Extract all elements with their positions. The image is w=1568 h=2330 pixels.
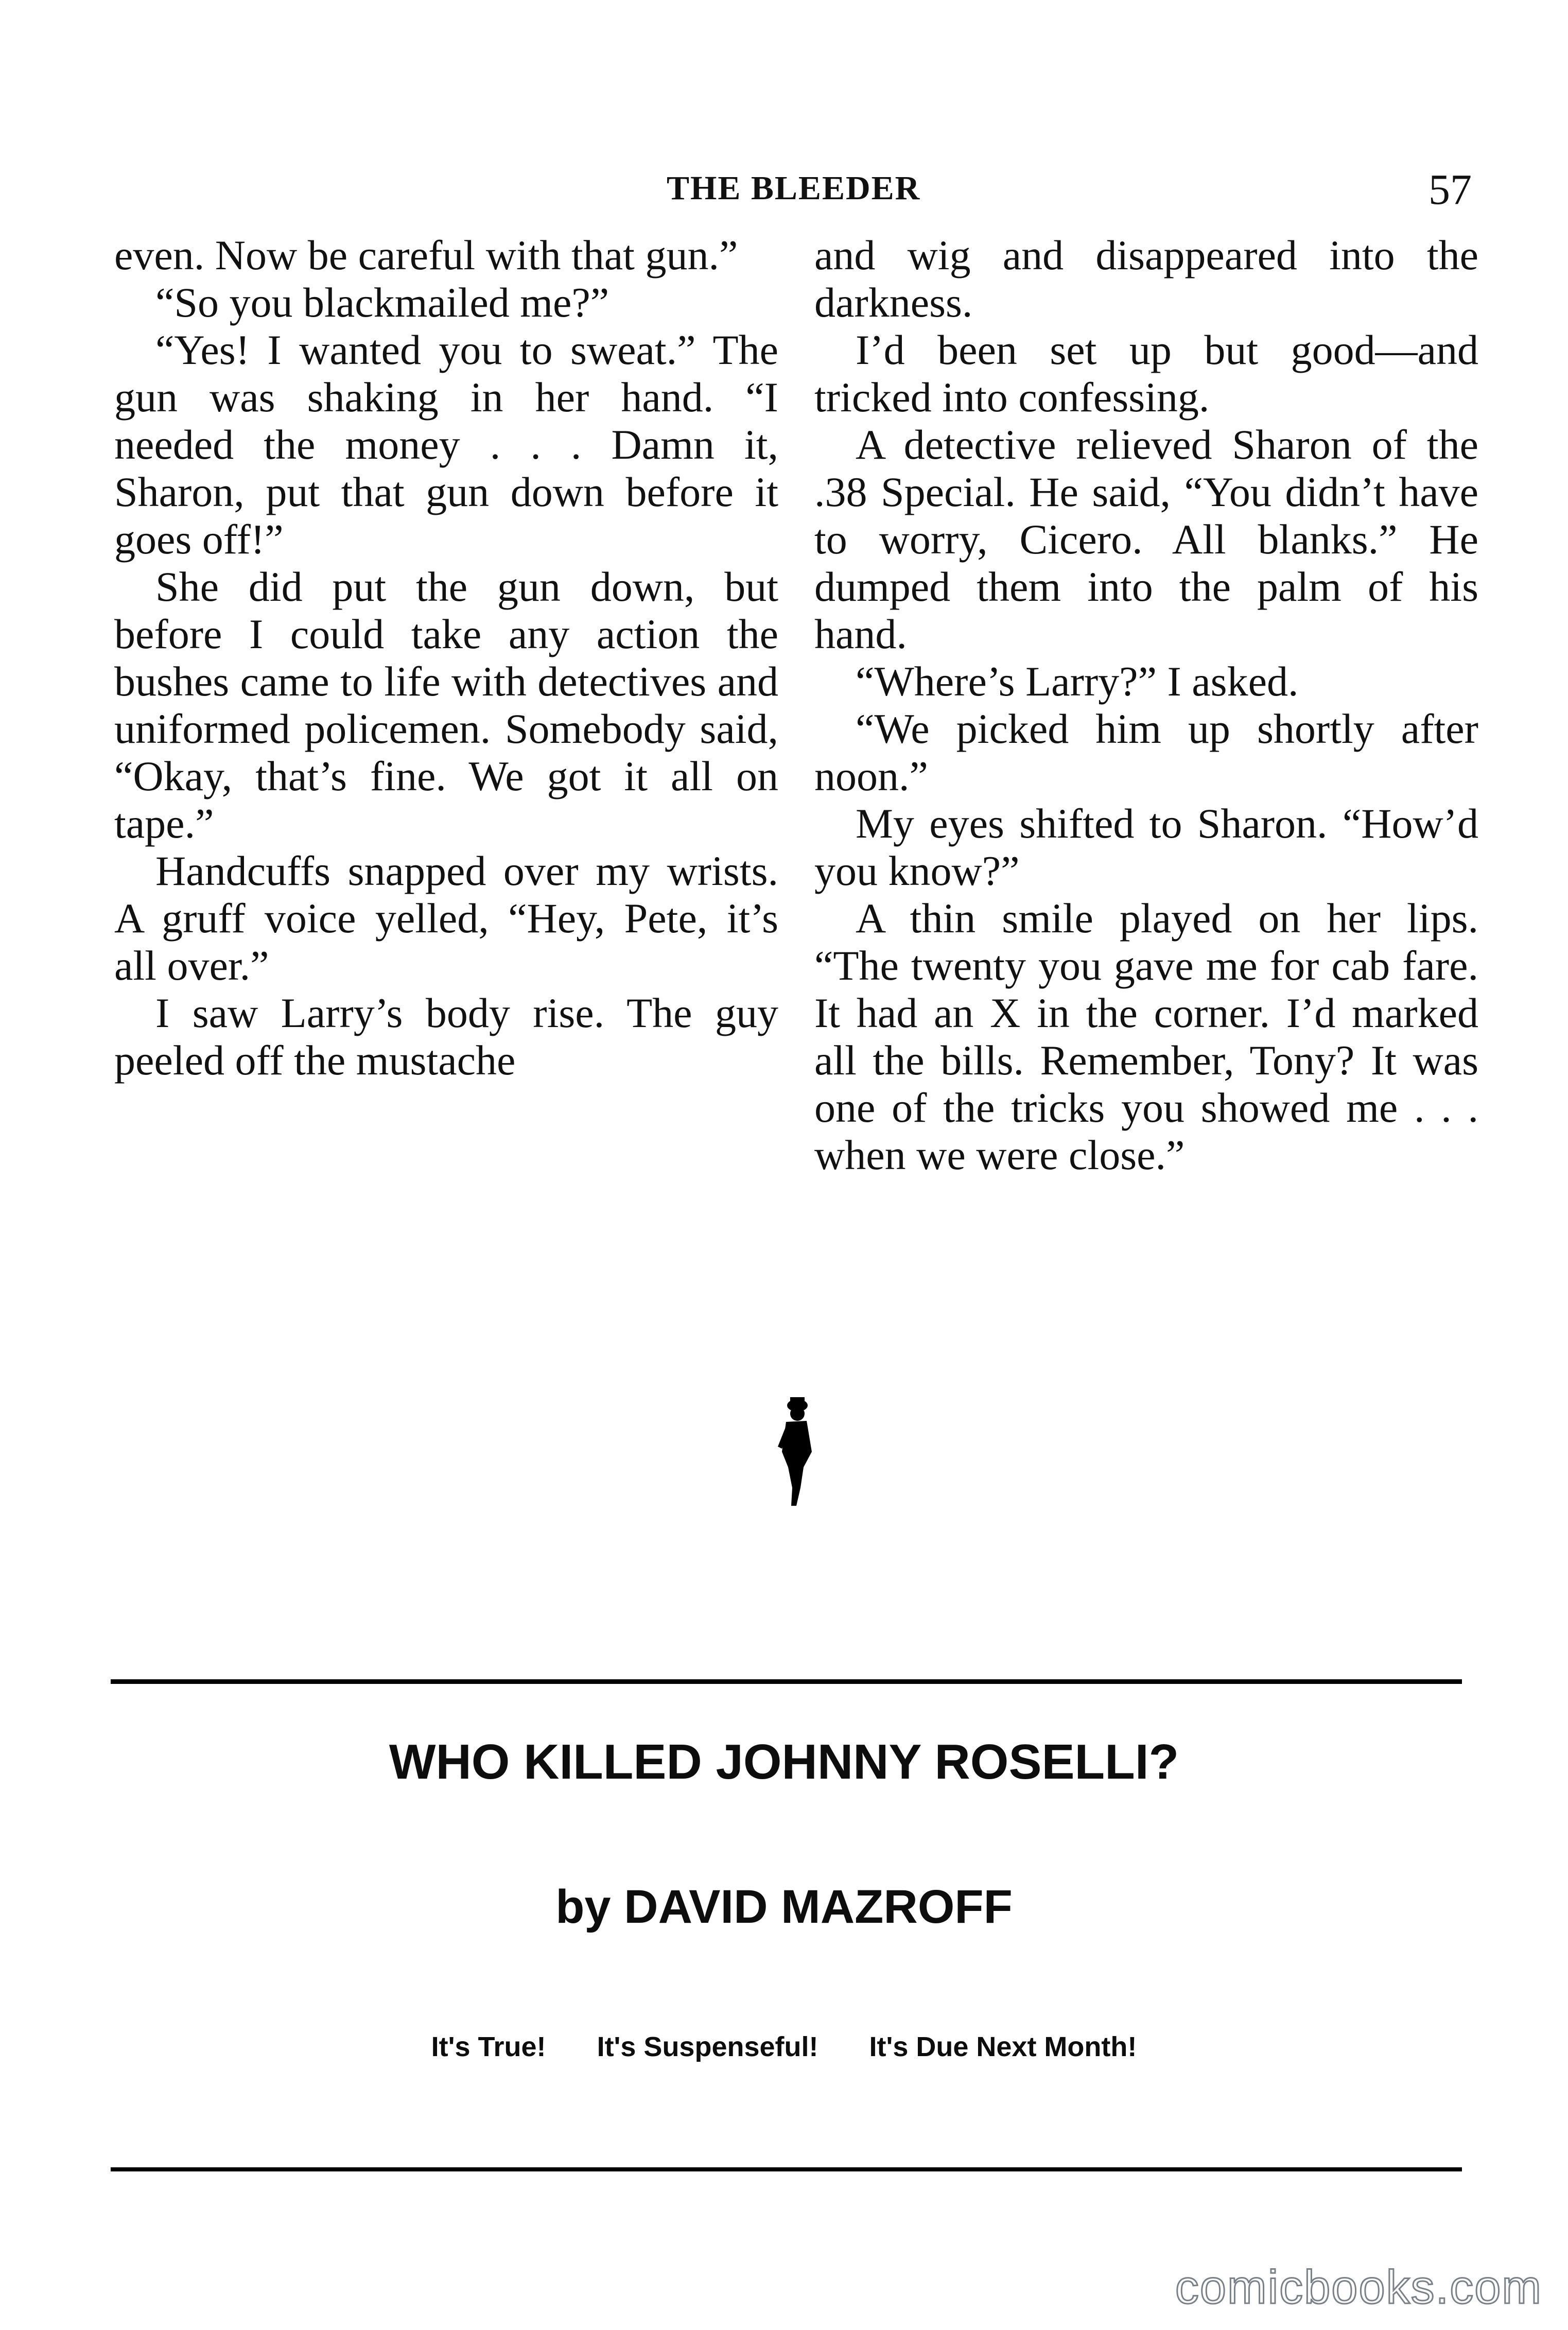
paragraph: and wig and disappeared into the darkness.	[814, 232, 1478, 326]
right-column	[814, 232, 1478, 1179]
paragraph: Handcuffs snapped over my wrists. A gruff voice yelled, “Hey, Pete, it’s all over.”	[114, 847, 778, 989]
tagline: It's True!	[431, 2031, 546, 2062]
paragraph: “So you blackmailed me?”	[155, 279, 609, 326]
running-title: THE BLEEDER	[667, 169, 921, 207]
ad-byline: by DAVID MAZROFF	[555, 1881, 1013, 1933]
paragraph: My eyes shifted to Sharon. “How’d you know?”	[814, 800, 1478, 894]
paragraph: I’d been set up but good—and tricked into confessing.	[814, 326, 1478, 421]
paragraph: “Yes! I wanted you to sweat.” The gun was shaking in her hand. “I needed the money . . . Damn it, Sharon, put that gun down before it goes off!”	[114, 326, 778, 563]
paragraph: I saw Larry’s body rise. The guy peeled off the mustache	[114, 989, 778, 1084]
paragraph: A detective relieved Sharon of the .38 Special. He said, “You didn’t have to worry, Cicero. All blanks.” He dumped them into the palm of his hand.	[814, 421, 1478, 657]
paragraph: A thin smile played on her lips. “The twenty you gave me for cab fare. It had an X in the corner. I’d marked all the bills. Remember, Tony? It was one of the tricks you showed me . . . when we were close.”	[814, 895, 1478, 1178]
divider-top	[111, 1679, 1462, 1684]
ad-taglines	[0, 2031, 1568, 2063]
ad-title: WHO KILLED JOHNNY ROSELLI?	[389, 1734, 1179, 1789]
paragraph: “Where’s Larry?” I asked.	[856, 658, 1299, 705]
page-number: 57	[1428, 166, 1472, 214]
paragraph: even. Now be careful with that gun.”	[114, 232, 738, 279]
watermark: comicbooks.com	[1175, 2261, 1542, 2314]
silhouette-figure-icon	[771, 1390, 817, 1508]
tagline: It's Suspenseful!	[597, 2031, 818, 2062]
paragraph: She did put the gun down, but before I could take any action the bushes came to life with detectives and uniformed policemen. Somebody said, “Okay, that’s fine. We got it all on tape.”	[114, 563, 778, 847]
divider-bottom	[111, 2167, 1462, 2171]
left-column	[114, 232, 778, 1084]
paragraph: “We picked him up shortly after noon.”	[814, 705, 1478, 799]
tagline: It's Due Next Month!	[869, 2031, 1137, 2062]
page-header	[0, 160, 1568, 216]
